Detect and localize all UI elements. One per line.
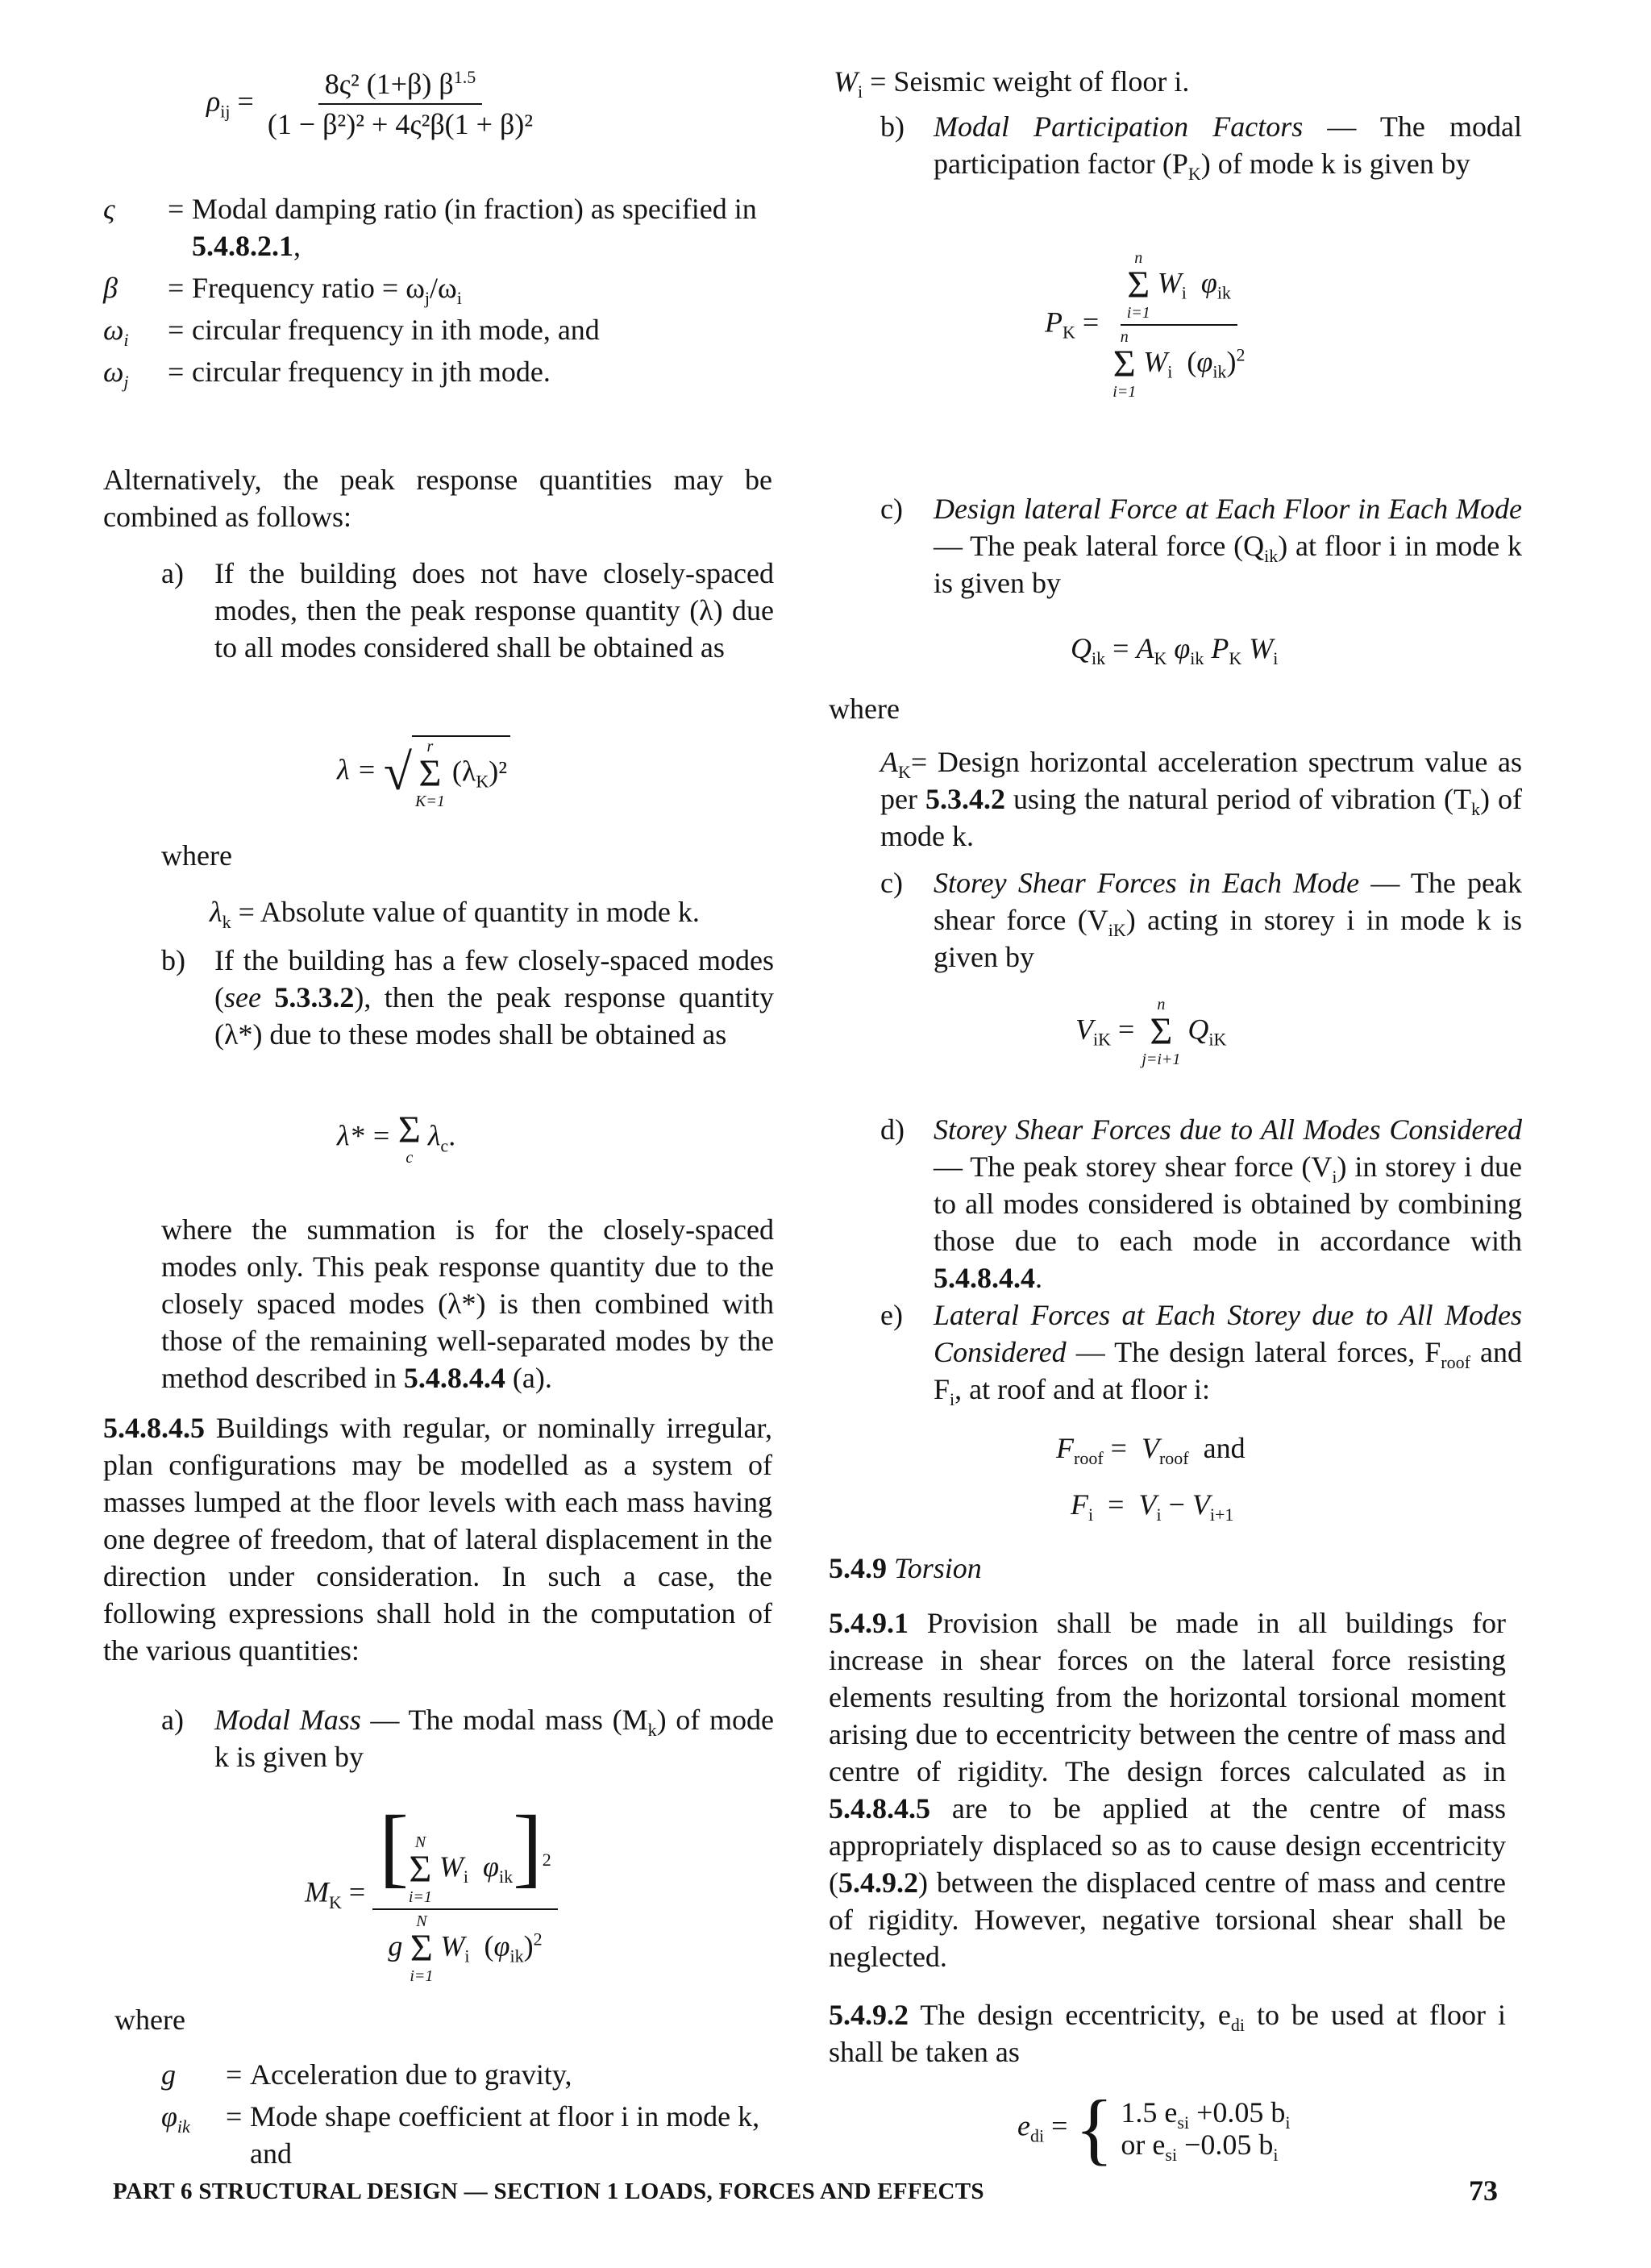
definition-lambda-k: $\lambda_k$ = Absolute value of quantity in mode k. (210, 896, 700, 933)
definition-omega-j: $\omega_j$ = circular frequency in jth mode. (103, 356, 551, 393)
definition-g: g = Acceleration due to gravity, (161, 2058, 572, 2091)
list-item-c-lateral-force: c) Design lateral Force at Each Floor in Each Mode — The peak lateral force $(Q_{ik})$ at floor i in mode k is given by (880, 493, 1522, 599)
page-footer: PART 6 STRUCTURAL DESIGN — SECTION 1 LOADS, FORCES AND EFFECTS (113, 2179, 984, 2204)
equation-f-roof: $F_{roof} = V_{roof}$ and (1056, 1432, 1246, 1469)
list-item-a-modal-mass: a) Modal Mass — The modal mass $(M_k)$ of mode k is given by (161, 1704, 774, 1773)
list-item-c-storey-shear: c) Storey Shear Forces in Each Mode — The peak shear force $(V_{iK})$ acting in storey i in mode k is given by (880, 867, 1522, 973)
eccentricity-case-2: or $e_{si} -0.05$ $b_i$ (1121, 2129, 1279, 2166)
list-item-d-all-modes: d) Storey Shear Forces due to All Modes Considered — The peak storey shear force $(V_i)$ in storey i due to all modes considered is obtained by combining those due to each mode in accordance with 5.4.8.4.4. (880, 1113, 1522, 1294)
equation-v-ik: $V_{iK}$ = n Σ j=i+1 $Q_{iK}$ (1075, 996, 1227, 1068)
eq-mk-numerator: [ N Σ i=1 $W_i$ $\varphi_{ik}]^2$ (372, 1806, 558, 1910)
eccentricity-case-1: 1.5 $e_{si} +0.05$ $b_i$ (1121, 2096, 1291, 2133)
definition-list-2 (161, 2056, 774, 2177)
list-item-a-no-close-modes: a) If the building does not have closely-spaced modes, then the peak response quantity (λ) due to all modes considered shall be obtained as (161, 557, 774, 664)
eq-mk-denominator: g N Σ i=1 $W_i$ $(\varphi_{ik})^2$ (388, 1912, 543, 1985)
where-label-right: where (829, 693, 900, 725)
definition-wi: $W_i$ = Seismic weight of floor i. (834, 65, 1190, 102)
paragraph-5-4-9-2: 5.4.9.2 The design eccentricity, $e_{di}$ to be used at floor i shall be taken as (829, 1999, 1506, 2068)
definition-beta: β = Frequency ratio = $\omega_j/\omega_i$ (103, 272, 462, 309)
equation-f-i: $F_i = V_i - V_{i+1}$ (1071, 1488, 1234, 1525)
paragraph-5-4-8-4-5: 5.4.8.4.5 Buildings with regular, or nominally irregular, plan configurations may be modelled as a system of masses lumped at the floor levels with each mass having one degree of freedom, that of lateral displacement in the direction under consideration. In such a case, the following expressions shall hold in the computation of the various quantities: (103, 1412, 773, 1667)
paragraph-alternatively: Alternatively, the peak response quantities may be combined as follows: (103, 464, 772, 533)
paragraph-5-4-9-1: 5.4.9.1 Provision shall be made in all buildings for increase in shear forces on the lateral force resisting elements resulting from the horizontal torsional moment arising due to eccentricity between the centre of mass and centre of rigidity. The design forces calculated as in 5.4.8.4.5 are to be applied at the centre of mass appropriately displaced so as to cause design eccentricity (5.4.9.2) between the displaced centre of mass and centre of rigidity. However, negative torsional shear shall be neglected. (829, 1607, 1507, 1973)
equation-lambda-srss: λ = √ r Σ K=1 $(\lambda_K)^2$ (337, 735, 510, 809)
eq-rho-symbol: ρ (206, 85, 221, 118)
heading-5-4-9-torsion: 5.4.9 Torsion (829, 1552, 982, 1584)
equation-rho-ij: $\rho_{ij}$ = $\frac{8\varsigma^2 (1+\beta) \beta^{1.5}}{\text{(1 − β²)² + 4ς²β(1 + β)²}}$ (206, 68, 539, 140)
definition-zeta: ς = Modal damping ratio (in fraction) as specified in 5.4.8.2.1, (103, 193, 757, 262)
page-number: 73 (1469, 2174, 1498, 2207)
definition-phi-ik: $\varphi_{ik}$ = Mode shape coefficient at floor i in mode k, and (161, 2100, 760, 2170)
eq-rho-sub: ij (220, 101, 231, 122)
equation-participation-factor: $P_K$ = n Σ i=1 $W_i$ $\varphi_{ik}$ n Σ i=1 $W_i$ $(\varphi_{ik})^2$ (1045, 249, 1246, 401)
definition-omega-i: $\omega_i$ = circular frequency in ith mode, and (103, 314, 600, 351)
equation-lambda-star: λ* = Σ c $\lambda_c$. (337, 1109, 456, 1167)
list-item-b-participation: b) Modal Participation Factors — The modal participation factor $(P_K)$ of mode k is given by (880, 110, 1523, 185)
eq-rho-fraction (261, 68, 539, 140)
equation-design-eccentricity: $e_{di}$ = { 1.5 $e_{si} +0.05$ $b_i$ or $e_{si} -0.05$ $b_i$ (1017, 2083, 1291, 2173)
list-item-e-lateral-storey: e) Lateral Forces at Each Storey due to All Modes Considered — The design lateral forces, $F_{roof}$ and $F_i$, at roof and at floor i: (880, 1299, 1523, 1410)
equation-q-ik: $Q_{ik} = A_K$ $\varphi_{ik}$ $P_K$ $W_i$ (1071, 632, 1279, 669)
definition-ak: $A_K=$ Design horizontal acceleration spectrum value as per 5.3.4.2 using the natural period of vibration $(T_k)$ of mode k. (880, 746, 1523, 852)
where-label-2: where (114, 2004, 185, 2036)
sqrt-symbol: √ (383, 743, 413, 801)
eq-rho-numerator: 8ς² (1+β) $\beta^{1.5}$ (318, 68, 482, 105)
paragraph-summation: where the summation is for the closely-spaced modes only. This peak response quantity due to the closely spaced modes (λ*) is then combined with those of the remaining well-separated modes by the method described in 5.4.8.4.4 (a). (161, 1213, 774, 1394)
definition-list-1 (103, 190, 772, 395)
where-label-1: where (161, 839, 232, 872)
list-item-b-close-modes: b) If the building has a few closely-spaced modes (see 5.3.3.2), then the peak response quantity (λ*) due to these modes shall be obtained as (161, 944, 775, 1051)
equation-modal-mass: $M_K$ = [ N Σ i=1 $W_i$ $\varphi_{ik}]^2$ g N Σ i=1 $W_i$ $(\varphi_{ik})^2$ (305, 1806, 558, 1984)
eq-rho-denominator: (1 − β²)² + 4ς²β(1 + β)² (267, 108, 534, 140)
